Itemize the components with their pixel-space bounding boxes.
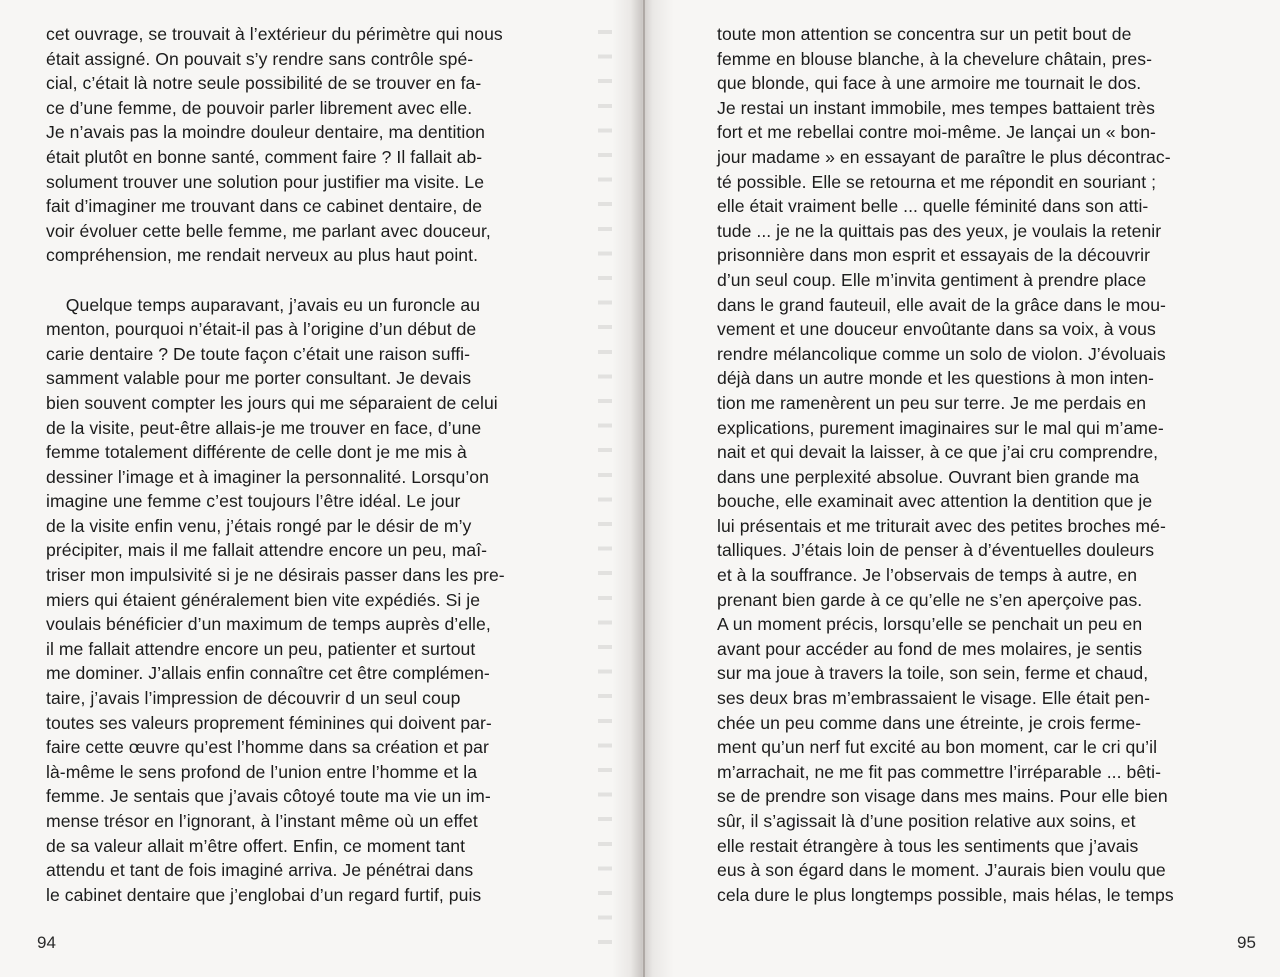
book-fold	[643, 0, 645, 977]
right-page-number: 95	[1237, 933, 1256, 952]
right-page-body-text: toute mon attention se concentra sur un petit bout de femme en blouse blanche, à la chevelure châtain, pres- que blonde, qui face à une armoire me tournait le dos. Je restai un instant immobile, mes tempes battaient très fort et me rebellai contre moi-même. Je lançai un « bon- jour madame » en essayant de paraître le plus décontrac- té possible. Elle se retourna et me répondit en souriant ; elle était vraiment belle ... quelle féminité dans son atti- tude ... je ne la quittais pas des yeux, je voulais la retenir prisonnière dans mon esprit et essayais de la découvrir d’un seul coup. Elle m’invita gentiment à prendre place dans le grand fauteuil, elle avait de la grâce dans le mou- vement et une douceur envoûtante dans sa voix, à vous rendre mélancolique comme un solo de violon. J’évoluais déjà dans un autre monde et les questions à mon inten- tion me ramenèrent un peu sur terre. Je me perdais en explications, purement imaginaires sur le mal qui m’ame- nait et qui devait la laisser, à ce que j’ai cru comprendre, dans une perplexité absolue. Ouvrant bien grande ma bouche, elle examinait avec attention la dentition que je lui présentais et me triturait avec des petites broches mé- talliques. J’étais loin de penser à d’éventuelles douleurs et à la souffrance. Je l’observais de temps à autre, en prenant bien garde à ce qu’elle ne s’en aperçoive pas. A un moment précis, lorsqu’elle se penchait un peu en avant pour accéder au fond de mes molaires, je sentis sur ma joue à travers la toile, son sein, ferme et chaud, ses deux bras m’embrassaient le visage. Elle était pen- chée un peu comme dans une étreinte, je crois ferme- ment qu’un nerf fut excité au bon moment, car le cri qu’il m’arrachait, ne me fit pas commettre l’irréparable ... bêti- se de prendre son visage dans mes mains. Pour elle bien sûr, il s’agissait là d’une position relative aux soins, et elle restait étrangère à tous les sentiments que j’avais eus à son égard dans le moment. J’aurais bien voulu que cela dure le plus longtemps possible, mais hélas, le temps	[717, 24, 1174, 905]
right-page	[640, 0, 1280, 977]
show-through-text	[598, 20, 612, 950]
left-page-number: 94	[37, 933, 56, 952]
left-page-body-text: cet ouvrage, se trouvait à l’extérieur du périmètre qui nous était assigné. On pouvait s’y rendre sans contrôle spé- cial, c’était là notre seule possibilité de se trouver en fa- ce d’une femme, de pouvoir parler librement avec elle. Je n’avais pas la moindre douleur dentaire, ma dentition était plutôt en bonne santé, comment faire ? Il fallait ab- solument trouver une solution pour justifier ma visite. Le fait d’imaginer me trouvant dans ce cabinet dentaire, de voir évoluer cette belle femme, me parlant avec douceur, compréhension, me rendait nerveux au plus haut point. Quelque temps auparavant, j’avais eu un furoncle au menton, pourquoi n’était-il pas à l’origine d’un début de carie dentaire ? De toute façon c’était une raison suffi- samment valable pour me porter consultant. Je devais bien souvent compter les jours qui me séparaient de celui de la visite, peut-être allais-je me trouver en face, d’une femme totalement différente de celle dont je me mis à dessiner l’image et à imaginer la personnalité. Lorsqu’on imagine une femme c’est toujours l’être idéal. Le jour de la visite enfin venu, j’étais rongé par le désir de m’y précipiter, mais il me fallait attendre encore un peu, maî- triser mon impulsivité si je ne désirais passer dans les pre- miers qui étaient généralement bien vite expédiés. Si je voulais bénéficier d’un maximum de temps auprès d’elle, il me fallait attendre encore un peu, patienter et surtout me dominer. J’allais enfin connaître cet être complémen- taire, j’avais l’impression de découvrir d un seul coup toutes ses valeurs proprement féminines qui doivent par- faire cette œuvre qu’est l’homme dans sa création et par là-même le sens profond de l’union entre l’homme et la femme. Je sentais que j’avais côtoyé toute ma vie un im- mense trésor en l’ignorant, à l’instant même où un effet de sa valeur allait m’être offert. Enfin, ce moment tant attendu et tant de fois imaginé arriva. Je pénétrai dans le cabinet dentaire que j’englobai d’un regard furtif, puis	[46, 24, 505, 905]
